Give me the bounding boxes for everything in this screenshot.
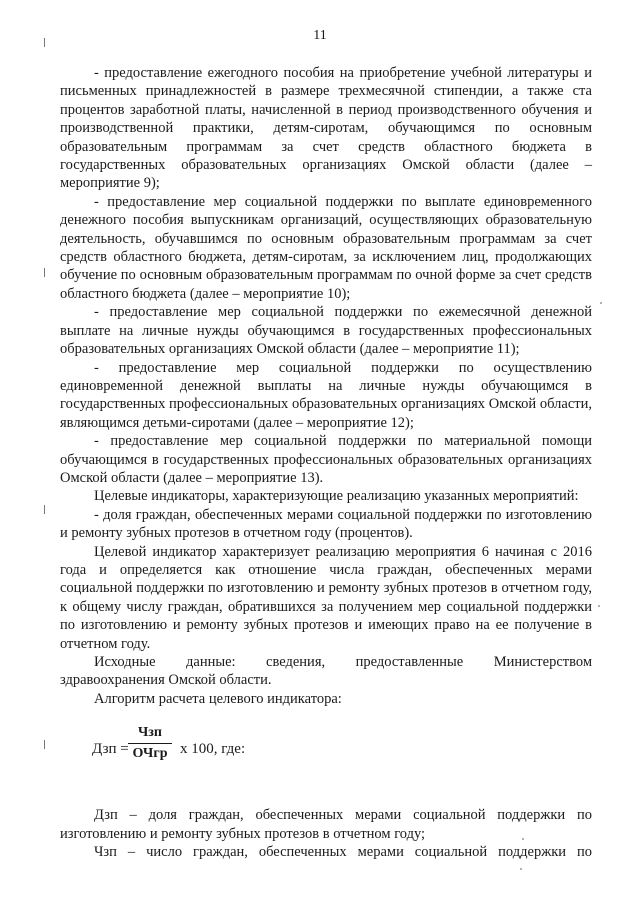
paragraph: - предоставление мер социальной поддержки по осуществлению единовременной денежной выплаты на личные нужды обучающимся в государственных профессиональных образовательных организациях Омской области, являющимся детьми-сиротами (далее – мероприятие 12); — [60, 359, 592, 431]
paragraph: Чзп – число граждан, обеспеченных мерами социальной поддержки по — [94, 844, 592, 861]
scan-speck — [600, 302, 602, 304]
formula — [60, 712, 592, 790]
formula-rhs: x 100, где: — [180, 741, 246, 758]
scan-speck — [598, 605, 600, 607]
formula-numerator: Чзп — [138, 725, 162, 741]
paragraph: Целевой индикатор характеризует реализацию мероприятия 6 начиная с 2016 года и определяется как отношение числа граждан, обеспеченных мерами социальной поддержки по изготовлению и ремонту зубных протезов в отчетном году, к общему числу граждан, обратившихся за получением мер социальной поддержки по изготовлению и ремонту зубных протезов и имеющих право на ее получение в отчетном году. — [60, 543, 592, 652]
paragraph: Исходные данные: сведения, предоставленные Министерством здравоохранения Омской области. — [60, 654, 592, 689]
paragraph: - доля граждан, обеспеченных мерами социальной поддержки по изготовлению и ремонту зубных протезов в отчетном году (процентов). — [60, 506, 592, 542]
margin-mark — [44, 268, 45, 277]
margin-mark — [44, 505, 45, 514]
formula-fraction — [128, 724, 172, 763]
paragraph: Алгоритм расчета целевого индикатора: — [94, 690, 342, 707]
paragraph: - предоставление мер социальной поддержки по материальной помощи обучающимся в государственных профессиональных образовательных организациях Омской области (далее – мероприятие 13). — [60, 433, 592, 486]
formula-lhs: Дзп = — [92, 741, 129, 758]
paragraph: Целевые индикаторы, характеризующие реализацию указанных мероприятий: — [94, 488, 579, 505]
page-number: 11 — [313, 28, 327, 43]
paragraph: Дзп – доля граждан, обеспеченных мерами социальной поддержки по изготовлению и ремонту зубных протезов в отчетном году; — [60, 807, 592, 842]
margin-mark — [44, 38, 45, 47]
paragraph: - предоставление ежегодного пособия на приобретение учебной литературы и письменных принадлежностей в размере трехмесячной стипендии, а также ста процентов заработной платы, начисленной в период производственного обучения и производственной практики, детям-сиротам, обучающимся по основным образовательным программам за счет средств областного бюджета в государственных образовательных организациях Омской области (далее – мероприятие 9); — [60, 65, 592, 192]
fraction-bar — [128, 743, 172, 744]
paragraph: - предоставление мер социальной поддержки по ежемесячной денежной выплате на личные нужды обучающимся в государственных профессиональных образовательных организациях Омской области (далее – мероприятие 11); — [60, 304, 592, 358]
paragraph: - предоставление мер социальной поддержки по выплате единовременного денежного пособия выпускникам организаций, осуществляющих образовательную деятельность, обучавшимся по основным образовательным программам за счет средств областного бюджета, детям-сиротам, за исключением лиц, продолжающих обучение по основным образовательным программам по очной форме за счет средств областного бюджета (далее – мероприятие 10); — [60, 193, 592, 302]
margin-mark — [44, 740, 45, 749]
document-body — [60, 64, 592, 861]
formula-denominator: ОЧгр — [132, 746, 168, 762]
scan-speck — [520, 868, 522, 870]
